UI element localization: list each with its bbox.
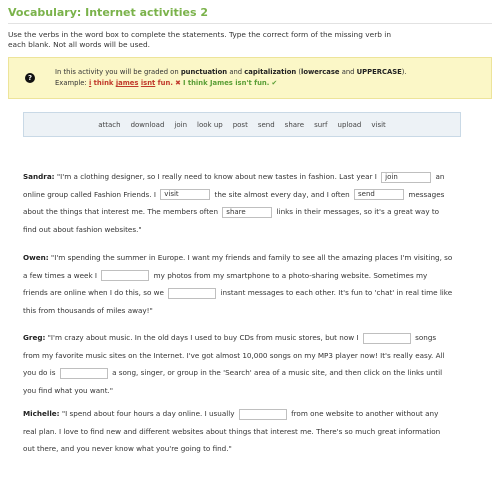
paragraph-greg: Greg: "I'm crazy about music. In the old days I used to buy CDs from music stores, but now I songs from my favorite music sites on the Internet. I've got almost 10,000 songs on my MP3 player now! It's really easy. All you do is a song, singer, or group in the 'Search' area of a music site, and then click on the links until you find what you want." — [23, 333, 445, 395]
answer-blank-3[interactable]: send — [354, 189, 404, 200]
word-item: surf — [314, 120, 328, 129]
answer-blank-8[interactable] — [60, 368, 108, 379]
word-box — [23, 112, 461, 137]
wrong-x-icon: ✖ — [175, 79, 181, 87]
word-item: download — [130, 120, 165, 129]
notice-text: In this activity you will be graded on punctuation and capitalization (lowercase and UPPERCASE). Example: i think james isnt fun. ✖ I think James isn't fun. ✔ — [55, 68, 407, 87]
speaker-name: Owen: — [23, 253, 49, 262]
word-item: join — [174, 120, 188, 129]
correct-example: I think James isn't fun. — [182, 79, 270, 87]
wrong-example: i think james isnt fun. — [88, 79, 173, 87]
answer-blank-5[interactable] — [101, 270, 149, 281]
capitalization-label: capitalization — [244, 68, 297, 76]
word-item: attach — [98, 120, 121, 129]
grading-notice — [8, 57, 492, 99]
page-title: Vocabulary: Internet activities 2 — [8, 0, 492, 24]
answer-blank-7[interactable] — [363, 333, 411, 344]
answer-blank-4[interactable]: share — [222, 207, 272, 218]
answer-blank-1[interactable]: join — [381, 172, 431, 183]
word-item: post — [232, 120, 248, 129]
word-item: look up — [197, 120, 223, 129]
speaker-name: Michelle: — [23, 409, 60, 418]
question-icon: ? — [25, 73, 35, 83]
word-item: upload — [337, 120, 362, 129]
paragraph-michelle: Michelle: "I spend about four hours a day online. I usually from one website to another without any real plan. I love to find new and different websites about things that interest me. There's so much great information out there, and you never know what you're going to find." — [23, 409, 441, 453]
speaker-name: Greg: — [23, 333, 46, 342]
paragraph-sandra: Sandra: "I'm a clothing designer, so I really need to know about new tastes in fashion. Last year I join an online group called Fashion Friends. I visit the site almost every day, and I often send messages about the things that interest me. The members often share links in their messages, so it's a great way to find out about fashion websites." — [23, 172, 445, 234]
punctuation-label: punctuation — [180, 68, 228, 76]
answer-blank-9[interactable] — [239, 409, 287, 420]
word-item: share — [284, 120, 305, 129]
check-icon: ✔ — [271, 79, 278, 87]
lowercase-label: lowercase — [301, 68, 340, 76]
example-label: Example: — [55, 79, 89, 87]
instructions: Use the verbs in the word box to complete the statements. Type the correct form of the missing verb in each blank. Not all words will be used. — [8, 30, 392, 49]
word-item: send — [257, 120, 275, 129]
uppercase-label: UPPERCASE — [356, 68, 402, 76]
word-item: visit — [371, 120, 386, 129]
speaker-name: Sandra: — [23, 172, 55, 181]
answer-blank-2[interactable]: visit — [160, 189, 210, 200]
answer-blank-6[interactable] — [168, 288, 216, 299]
paragraph-owen: Owen: "I'm spending the summer in Europe. I want my friends and family to see all the amazing places I'm visiting, so a few times a week I my photos from my smartphone to a photo-sharing website. Sometimes my friends are online when I do this, so we instant messages to each other. It's fun to 'chat' in real time like this from thousands of miles away!" — [23, 253, 453, 315]
